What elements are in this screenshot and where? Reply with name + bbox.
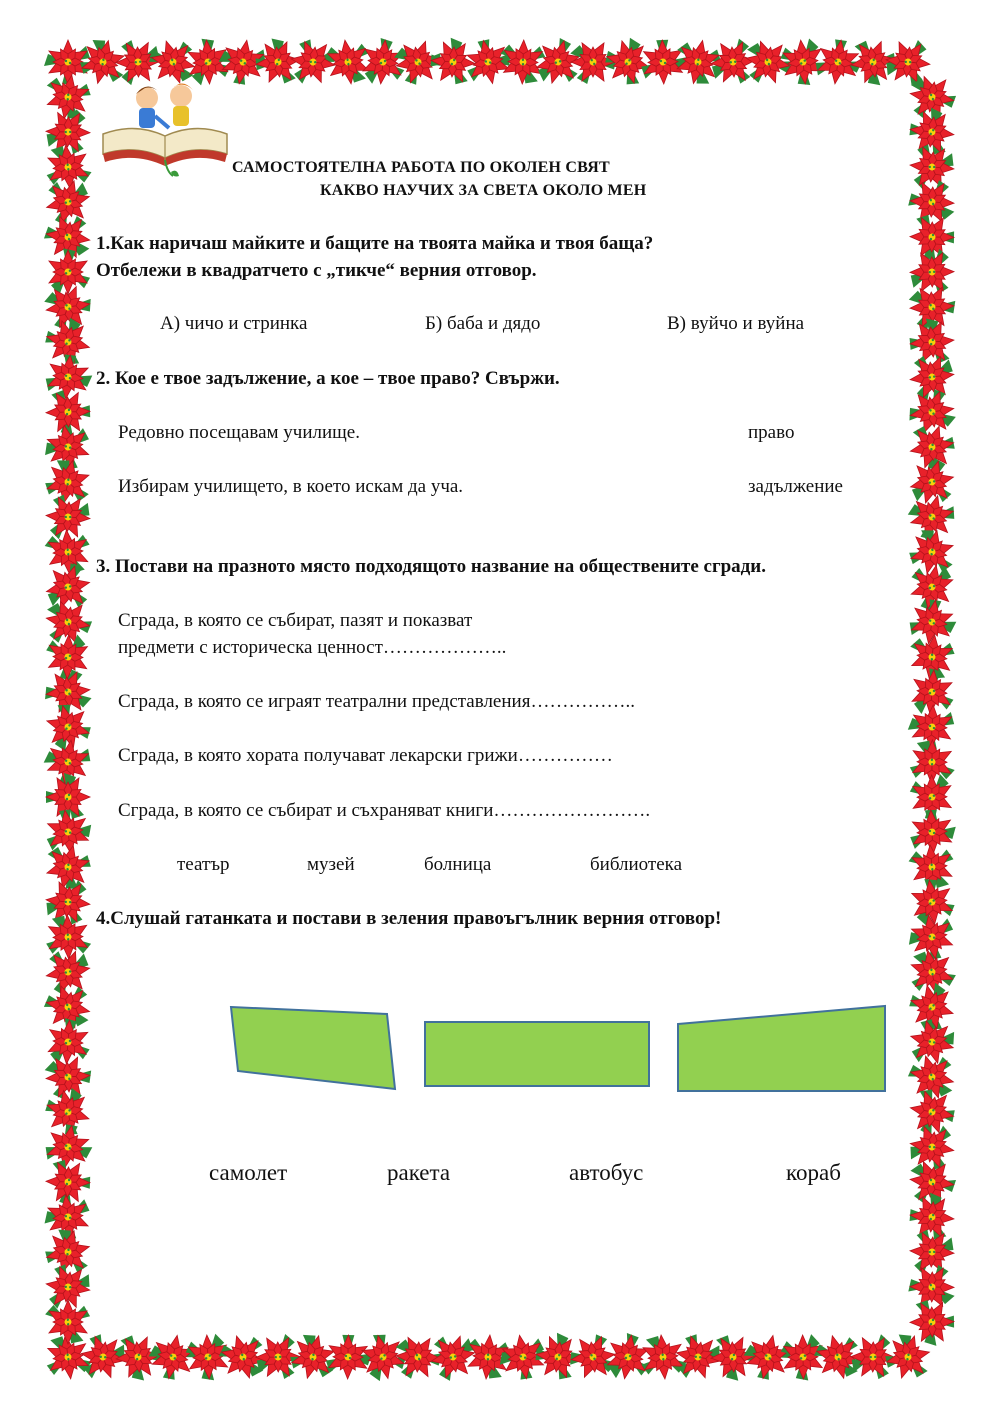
q3-item-1-line-1: Сграда, в която се събират, пазят и показват (118, 610, 473, 631)
poinsettia-flower-59 (910, 215, 955, 262)
q3-item-2[interactable]: Сграда, в която се играят театрални представления…………….. (118, 691, 635, 712)
poinsettia-flower-39 (710, 1334, 756, 1382)
q2-answer-duty[interactable]: задължение (748, 476, 843, 497)
q3-item-4[interactable]: Сграда, в която се събират и съхраняват книги……………………. (118, 800, 651, 821)
q2-answer-right[interactable]: право (748, 422, 795, 443)
title-line-1: САМОСТОЯТЕЛНА РАБОТА ПО ОКОЛЕН СВЯТ (232, 159, 610, 176)
poinsettia-flower-92 (43, 807, 95, 857)
poinsettia-flower-110 (43, 1122, 96, 1173)
q4-word-ship[interactable]: кораб (786, 1160, 841, 1185)
q4-word-bus[interactable]: автобус (569, 1160, 644, 1185)
poinsettia-flower-72 (40, 452, 96, 509)
poinsettia-flower-77 (904, 523, 960, 580)
q3-word-museum[interactable]: музей (307, 854, 355, 875)
answer-box-2[interactable] (425, 1022, 649, 1086)
answer-box-1[interactable] (231, 1007, 395, 1089)
poinsettia-flower-65 (908, 316, 956, 366)
kids-reading-book-icon (95, 72, 235, 180)
poinsettia-flower-0 (44, 40, 90, 84)
poinsettia-flower-116 (41, 1223, 95, 1278)
q4-word-rocket[interactable]: ракета (387, 1160, 451, 1185)
title-line-2: КАКВО НАУЧИХ ЗА СВЕТА ОКОЛО МЕН (320, 182, 647, 199)
poinsettia-flower-17 (326, 1335, 373, 1380)
poinsettia-flower-32 (601, 33, 655, 88)
q4-question: 4.Слушай гатанката и постави в зеления правоъгълник верния отговор! (96, 908, 722, 929)
q3-item-1-line-2[interactable]: предмети с историческа ценност……………….. (118, 637, 507, 658)
poinsettia-flower-22 (430, 37, 477, 86)
poinsettia-flower-71 (906, 421, 958, 475)
q1-question-line-1: 1.Как наричаш майките и бащите на твоята майка и твоя баща? (96, 233, 654, 254)
poinsettia-flower-34 (640, 39, 688, 85)
poinsettia-flower-5 (114, 1333, 162, 1383)
q1-option-b[interactable]: Б) баба и дядо (425, 313, 541, 334)
q3-word-library[interactable]: библиотека (590, 854, 683, 875)
q1-question-line-2: Отбележи в квадратчето с „тикче“ верния отговор. (96, 260, 537, 281)
poinsettia-flower-69 (904, 384, 963, 442)
q1-option-a[interactable]: А) чичо и стринка (160, 313, 308, 334)
q3-item-3[interactable]: Сграда, в която хората получават лекарски грижи…………… (118, 745, 613, 766)
answer-box-3[interactable] (678, 1006, 885, 1091)
poinsettia-flower-115 (908, 1191, 956, 1241)
q3-word-theater[interactable]: театър (177, 854, 230, 875)
q2-statement-1[interactable]: Редовно посещавам училище. (118, 422, 360, 443)
poinsettia-flower-53 (907, 105, 956, 156)
poinsettia-flower-68 (45, 389, 91, 437)
poinsettia-flower-93 (909, 809, 957, 855)
q4-word-airplane[interactable]: самолет (209, 1160, 288, 1185)
q3-question: 3. Постави на празното място подходящото название на обществените сгради. (96, 556, 766, 577)
poinsettia-flower-121 (910, 1300, 955, 1347)
q2-statement-2[interactable]: Избирам училището, в което искам да уча. (118, 476, 464, 497)
poinsettia-flower-66 (44, 353, 94, 402)
q2-question: 2. Кое е твое задължение, а кое – твое право? Свържи. (96, 368, 560, 389)
q1-option-c[interactable]: В) вуйчо и вуйна (667, 313, 805, 334)
q3-word-hospital[interactable]: болница (424, 854, 492, 875)
